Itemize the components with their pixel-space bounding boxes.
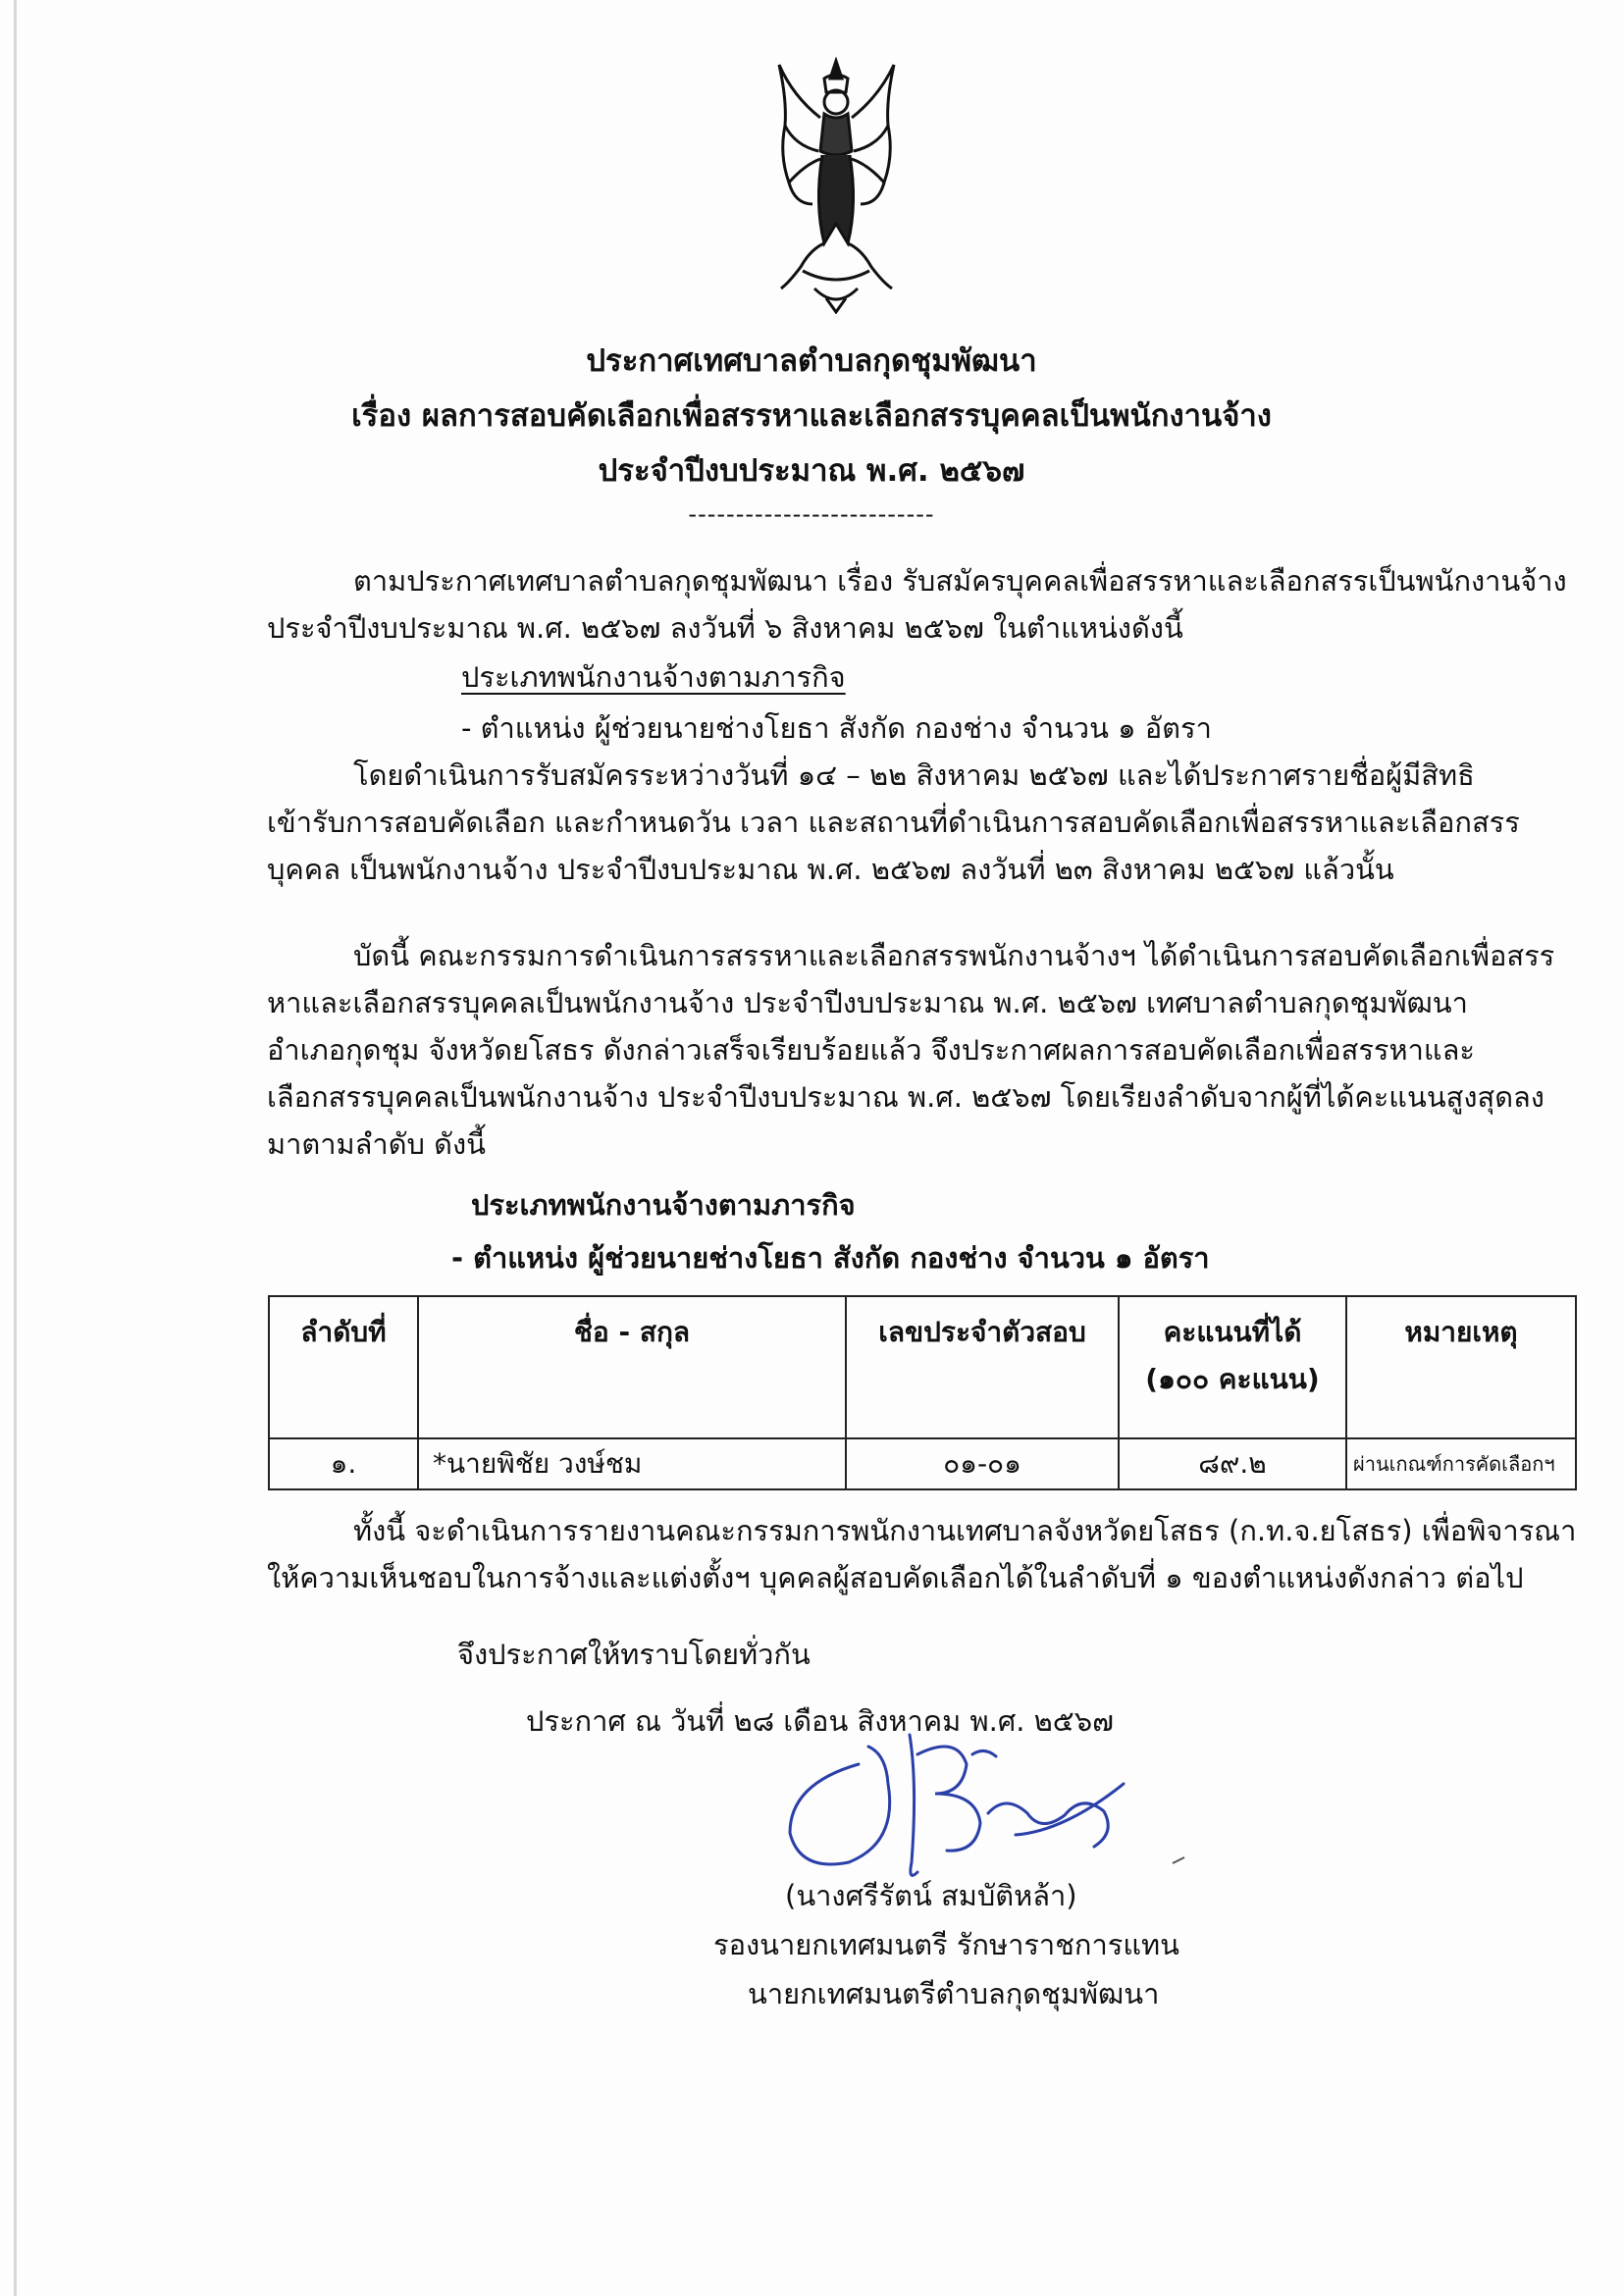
paragraph-2-line-1: โดยดำเนินการรับสมัครระหว่างวันที่ ๑๔ – ๒๒ สิงหาคม ๒๕๖๗ และได้ประกาศรายชื่อผู้มีสิทธิ bbox=[353, 758, 1475, 792]
table-header-row bbox=[269, 1296, 1576, 1438]
document-title: ประกาศเทศบาลตำบลกุดชุมพัฒนา bbox=[586, 343, 1037, 379]
header-order: ลำดับที่ bbox=[269, 1296, 418, 1438]
announce-date: ประกาศ ณ วันที่ ๒๘ เดือน สิงหาคม พ.ศ. ๒๕๖๗ bbox=[526, 1704, 1114, 1738]
header-score-max: (๑๐๐ คะแนน) bbox=[1145, 1363, 1320, 1395]
header-exam-id: เลขประจำตัวสอบ bbox=[846, 1296, 1119, 1438]
stray-ink-mark bbox=[1172, 1856, 1185, 1864]
handwritten-signature bbox=[770, 1725, 1133, 1892]
paragraph-3-line-3: อำเภอกุดชุม จังหวัดยโสธร ดังกล่าวเสร็จเรียบร้อยแล้ว จึงประกาศผลการสอบคัดเลือกเพื่อสรรหาและ bbox=[267, 1033, 1475, 1067]
paragraph-4-line-1: ทั้งนี้ จะดำเนินการรายงานคณะกรรมการพนักงานเทศบาลจังหวัดยโสธร (ก.ท.จ.ยโสธร) เพื่อพิจารณา bbox=[353, 1514, 1577, 1547]
garuda-emblem-icon bbox=[775, 57, 898, 314]
results-table bbox=[268, 1295, 1577, 1490]
paragraph-4-line-2: ให้ความเห็นชอบในการจ้างและแต่งตั้งฯ บุคคลผู้สอบคัดเลือกได้ในลำดับที่ ๑ ของตำแหน่งดังกล่าว ต่อไป bbox=[267, 1561, 1524, 1594]
position-line: - ตำแหน่ง ผู้ช่วยนายช่างโยธา สังกัด กองช่าง จำนวน ๑ อัตรา bbox=[461, 711, 1212, 745]
paragraph-2-line-3: บุคคล เป็นพนักงานจ้าง ประจำปีงบประมาณ พ.ศ. ๒๕๖๗ ลงวันที่ ๒๓ สิงหาคม ๒๕๖๗ แล้วนั้น bbox=[267, 853, 1394, 886]
document-subject: เรื่อง ผลการสอบคัดเลือกเพื่อสรรหาและเลือกสรรบุคคลเป็นพนักงานจ้าง bbox=[351, 398, 1272, 434]
paragraph-3-line-4: เลือกสรรบุคคลเป็นพนักงานจ้าง ประจำปีงบประมาณ พ.ศ. ๒๕๖๗ โดยเรียงลำดับจากผู้ที่ได้คะแนนสูงสุดลง bbox=[267, 1080, 1544, 1114]
row-order: ๑. bbox=[269, 1438, 418, 1489]
title-separator: -------------------------- bbox=[688, 500, 935, 528]
header-name: ชื่อ - สกุล bbox=[418, 1296, 846, 1438]
header-score bbox=[1119, 1296, 1346, 1438]
signatory-name: (นางศรีรัตน์ สมบัติหล้า) bbox=[785, 1879, 1077, 1912]
fiscal-year-line: ประจำปีงบประมาณ พ.ศ. ๒๕๖๗ bbox=[598, 453, 1025, 489]
signatory-title-1: รองนายกเทศมนตรี รักษาราชการแทน bbox=[713, 1928, 1179, 1961]
results-category-heading: ประเภทพนักงานจ้างตามภารกิจ bbox=[471, 1188, 856, 1222]
paragraph-3-line-5: มาตามลำดับ ดังนี้ bbox=[267, 1127, 486, 1161]
paragraph-1-line-1: ตามประกาศเทศบาลตำบลกุดชุมพัฒนา เรื่อง รับสมัครบุคคลเพื่อสรรหาและเลือกสรรเป็นพนักงานจ้าง bbox=[353, 564, 1567, 598]
paragraph-3-line-1: บัดนี้ คณะกรรมการดำเนินการสรรหาและเลือกสรรพนักงานจ้างฯ ได้ดำเนินการสอบคัดเลือกเพื่อสรร bbox=[353, 939, 1555, 972]
header-score-label: คะแนนที่ได้ bbox=[1163, 1316, 1302, 1348]
paragraph-2-line-2: เข้ารับการสอบคัดเลือก และกำหนดวัน เวลา และสถานที่ดำเนินการสอบคัดเลือกเพื่อสรรหาและเลือกสรร bbox=[267, 806, 1520, 839]
row-remark: ผ่านเกณฑ์การคัดเลือกฯ bbox=[1346, 1438, 1576, 1489]
employee-category-heading: ประเภทพนักงานจ้างตามภารกิจ bbox=[461, 660, 846, 694]
row-score: ๘๙.๒ bbox=[1119, 1438, 1346, 1489]
table-row bbox=[269, 1438, 1576, 1489]
header-remark: หมายเหตุ bbox=[1346, 1296, 1576, 1438]
announce-line: จึงประกาศให้ทราบโดยทั่วกัน bbox=[457, 1638, 811, 1671]
row-name: *นายพิชัย วงษ์ชม bbox=[418, 1438, 846, 1489]
results-position-line: - ตำแหน่ง ผู้ช่วยนายช่างโยธา สังกัด กองช่าง จำนวน ๑ อัตรา bbox=[451, 1241, 1210, 1275]
paragraph-3-line-2: หาและเลือกสรรบุคคลเป็นพนักงานจ้าง ประจำปีงบประมาณ พ.ศ. ๒๕๖๗ เทศบาลตำบลกุดชุมพัฒนา bbox=[267, 986, 1468, 1019]
row-exam-id: ๐๑-๐๑ bbox=[846, 1438, 1119, 1489]
paragraph-1-line-2: ประจำปีงบประมาณ พ.ศ. ๒๕๖๗ ลงวันที่ ๖ สิงหาคม ๒๕๖๗ ในตำแหน่งดังนี้ bbox=[267, 611, 1183, 645]
signatory-title-2: นายกเทศมนตรีตำบลกุดชุมพัฒนา bbox=[748, 1977, 1160, 2010]
